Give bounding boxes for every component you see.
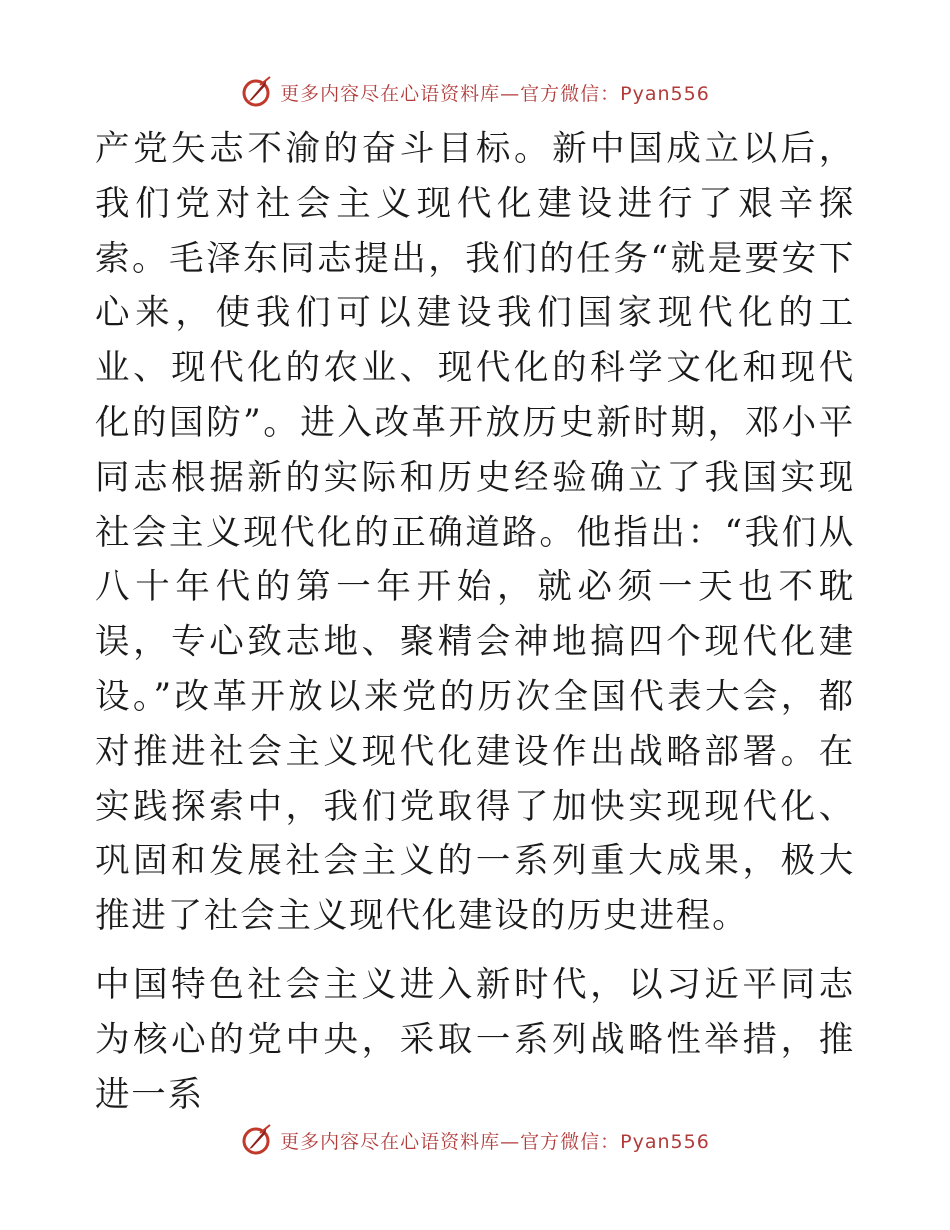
paragraph-1: 产党矢志不渝的奋斗目标。新中国成立以后，我们党对社会主义现代化建设进行了艰辛探索。毛泽东同志提出，我们的任务“就是要安下心来，使我们可以建设我们国家现代化的工业、现代化的农业、现代化的科学文化和现代化的国防”。进入改革开放历史新时期，邓小平同志根据新的实际和历史经验确立了我国实现社会主义现代化的正确道路。他指出：“我们从八十年代的第一年开始，就必须一天也不耽误，专心致志地、聚精会神地搞四个现代化建设。”改革开放以来党的历次全国代表大会，都对推进社会主义现代化建设作出战略部署。在实践探索中，我们党取得了加快实现现代化、巩固和发展社会主义的一系列重大成果，极大推进了社会主义现代化建设的历史进程。 xyxy=(95,129,855,937)
header-banner-cn: 更多内容尽在心语资料库—官方微信： xyxy=(280,82,621,105)
document-body xyxy=(95,122,855,1122)
footer-banner-id: Pyan556 xyxy=(620,1130,710,1153)
header-banner-id: Pyan556 xyxy=(620,82,710,105)
quill-circle-logo-icon xyxy=(240,75,274,109)
footer-banner-cn: 更多内容尽在心语资料库—官方微信： xyxy=(280,1130,621,1153)
paragraph-2: 中国特色社会主义进入新时代，以习近平同志为核心的党中央，采取一系列战略性举措，推进一系 xyxy=(95,964,855,1115)
quill-circle-logo-icon xyxy=(240,1123,274,1157)
footer-banner xyxy=(0,1120,950,1160)
header-banner xyxy=(0,72,950,112)
header-banner-text xyxy=(280,79,710,106)
footer-banner-text xyxy=(280,1127,710,1154)
